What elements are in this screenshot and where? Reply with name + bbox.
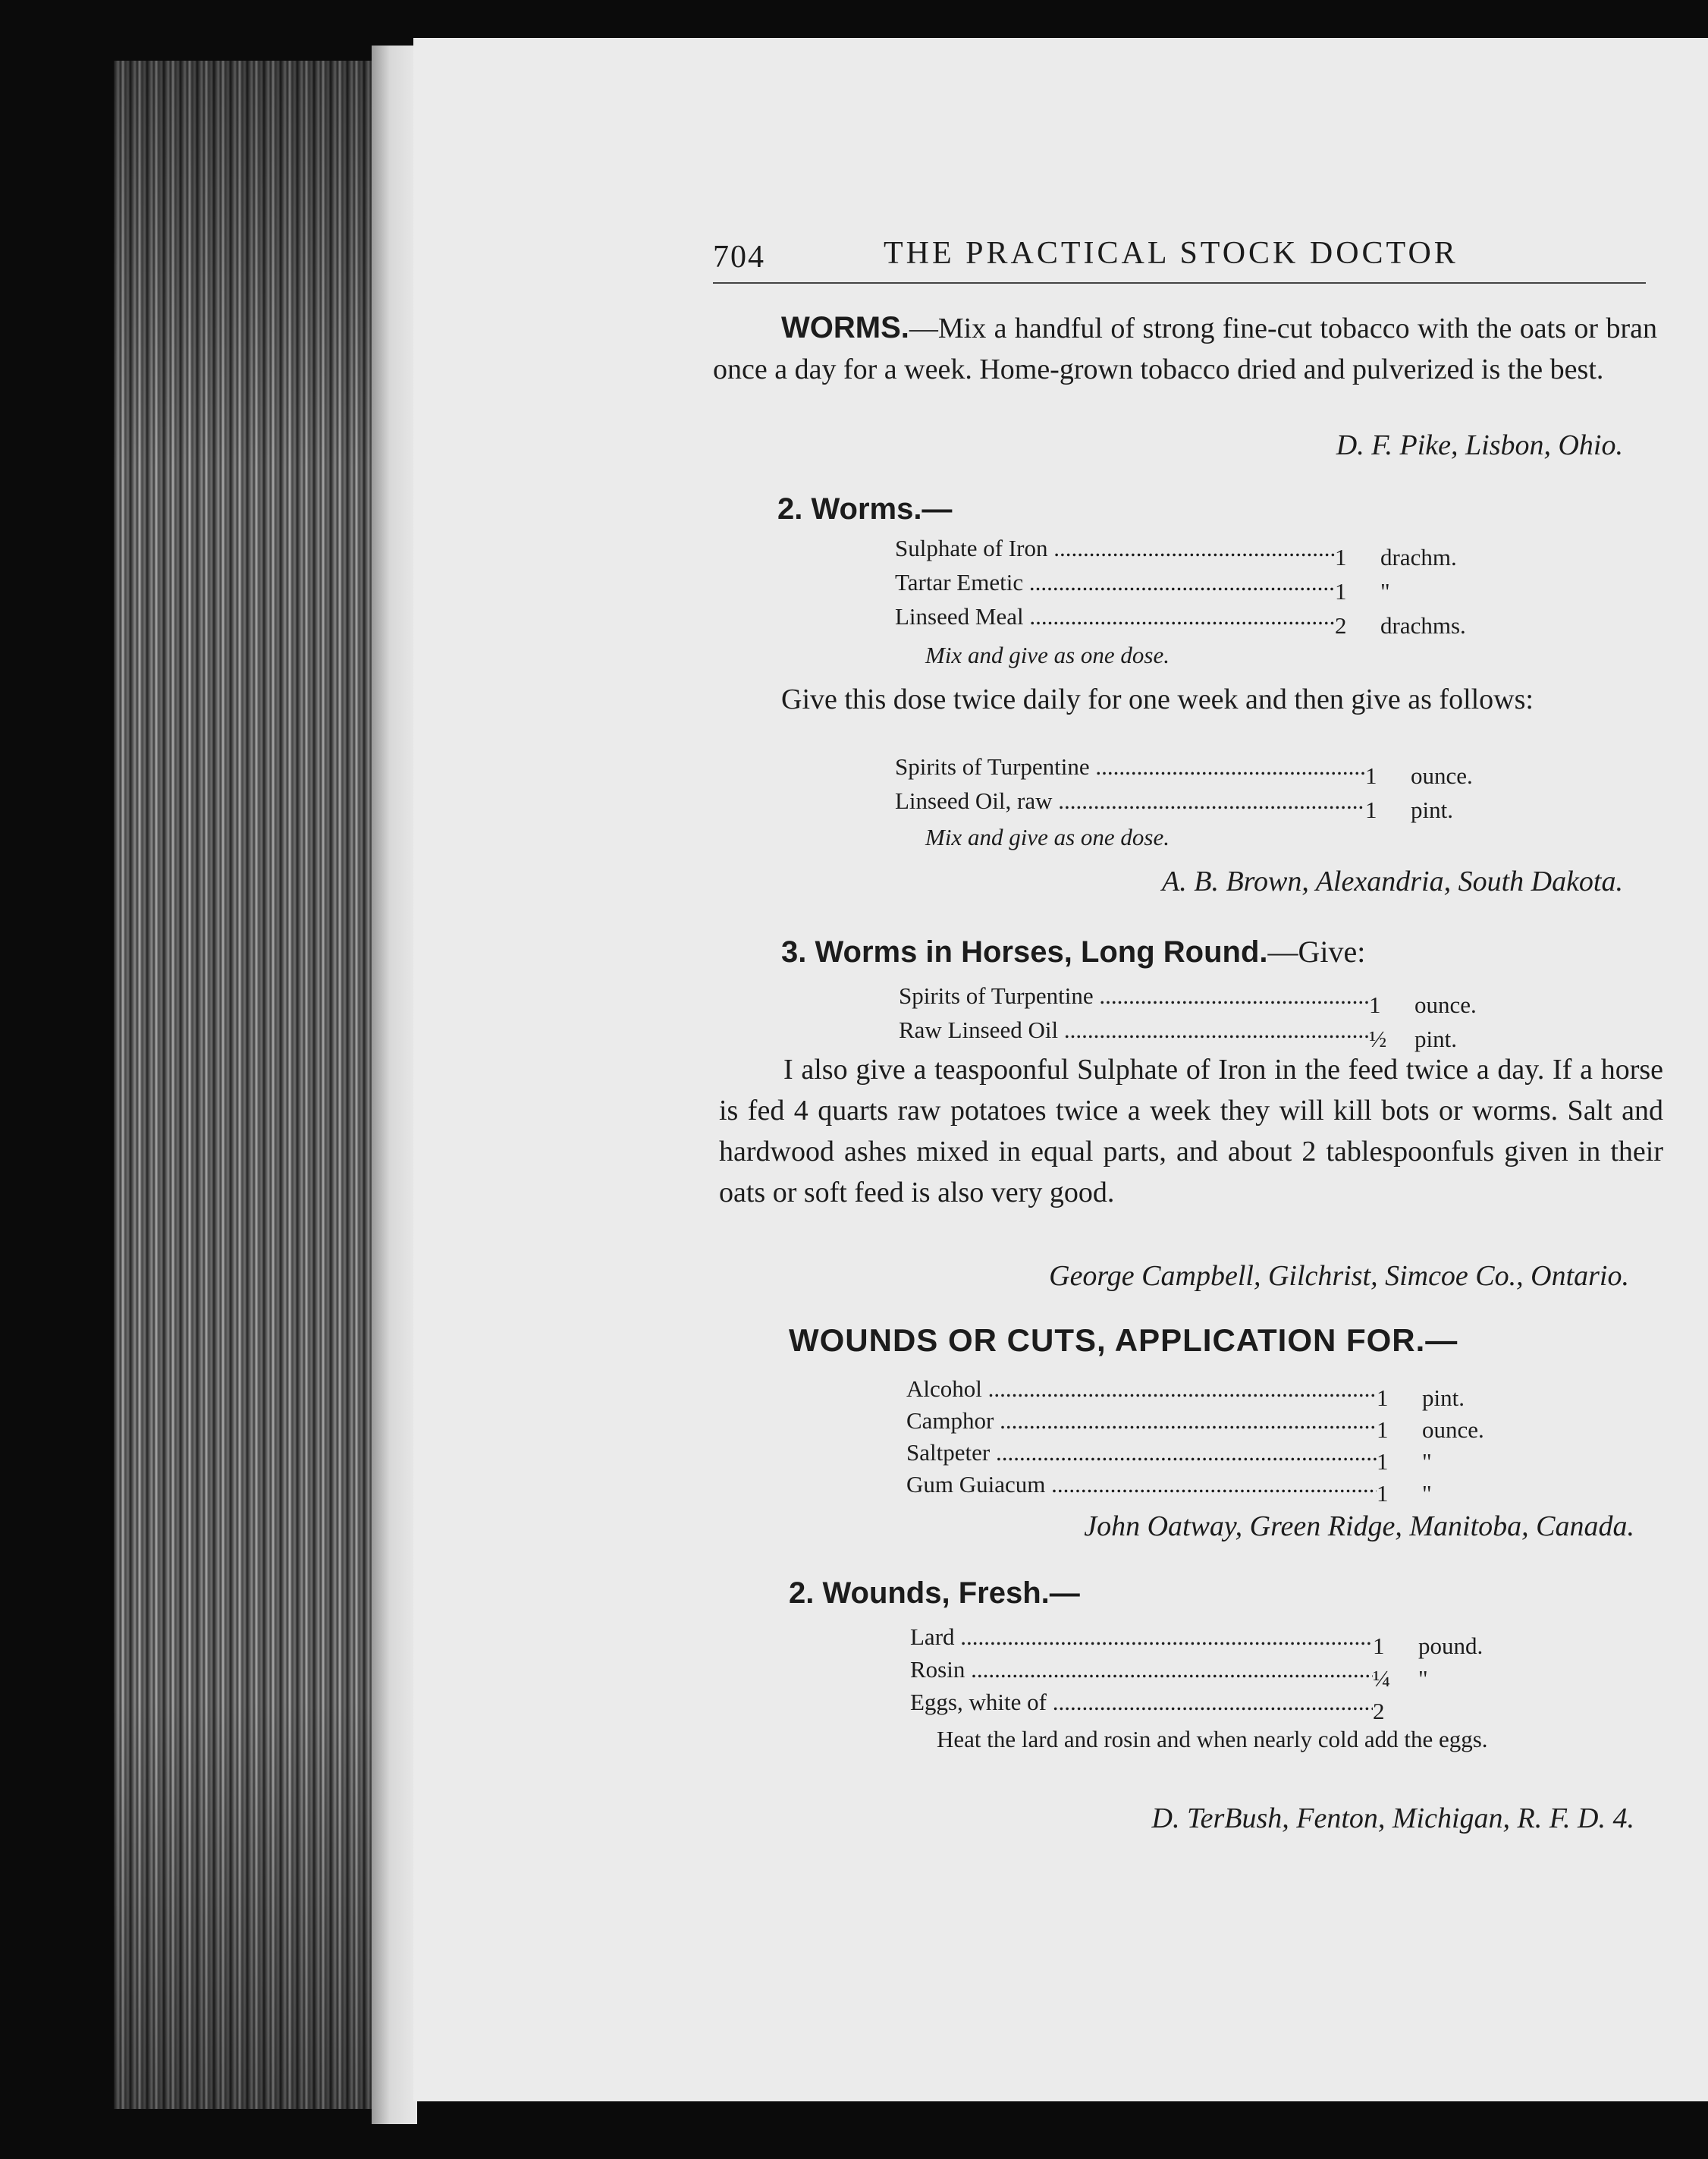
instruction: Heat the lard and rosin and when nearly cold add the eggs. bbox=[937, 1726, 1488, 1752]
instruction: Mix and give as one dose. bbox=[925, 824, 1170, 850]
entry-text: Give this dose twice daily for one week and then give as follows: bbox=[781, 684, 1534, 715]
header-rule bbox=[713, 282, 1646, 284]
entry-heading-line: 3. Worms in Horses, Long Round.—Give: bbox=[781, 935, 1366, 969]
signature: George Campbell, Gilchrist, Simcoe Co., Ontario. bbox=[1049, 1260, 1629, 1292]
signature: A. B. Brown, Alexandria, South Dakota. bbox=[1162, 866, 1623, 897]
ingredient-row: Spirits of Turpentine ..... 1 ounce. bbox=[895, 750, 1473, 793]
ingredient-row: Linseed Meal ..... 2 drachms. bbox=[895, 599, 1466, 643]
entry-worms bbox=[713, 307, 1657, 390]
entry-heading: 2. Worms.— bbox=[777, 492, 953, 526]
ingredient-row: Alcohol ..... 1 pint. bbox=[906, 1372, 1465, 1415]
entry-heading: 2. Wounds, Fresh.— bbox=[789, 1576, 1080, 1610]
ingredient-row: Gum Guiacum ..... 1 " bbox=[906, 1467, 1432, 1510]
signature: D. F. Pike, Lisbon, Ohio. bbox=[1336, 429, 1623, 461]
ingredient-row: Spirits of Turpentine ..... 1 ounce. bbox=[899, 979, 1477, 1022]
ingredient-row: Linseed Oil, raw ..... 1 pint. bbox=[895, 784, 1453, 827]
page-number: 704 bbox=[713, 240, 765, 275]
ingredient-row: Eggs, white of ..... 2 bbox=[910, 1685, 1418, 1728]
ingredient-row: Sulphate of Iron ..... 1 drachm. bbox=[895, 531, 1457, 574]
running-title: THE PRACTICAL STOCK DOCTOR bbox=[884, 236, 1458, 271]
ingredient-row: Camphor ..... 1 ounce. bbox=[906, 1403, 1484, 1447]
ingredient-row: Raw Linseed Oil ..... ½ pint. bbox=[899, 1013, 1457, 1056]
ingredient-row: Rosin ..... ¼ " bbox=[910, 1652, 1428, 1695]
book-fore-edge bbox=[114, 61, 375, 2109]
entry-text: —Mix a handful of strong fine-cut tobacco with the oats or bran once a day for a week. Home-grown tobacco dried and pulverized is the best. bbox=[713, 313, 1657, 385]
entry-heading: WOUNDS OR CUTS, APPLICATION FOR.— bbox=[789, 1322, 1458, 1358]
ingredient-row: Lard ..... 1 pound. bbox=[910, 1620, 1483, 1663]
ingredient-row: Saltpeter ..... 1 " bbox=[906, 1435, 1432, 1479]
signature: D. TerBush, Fenton, Michigan, R. F. D. 4. bbox=[1151, 1802, 1634, 1834]
entry-heading: WORMS. bbox=[781, 311, 909, 344]
page-gutter bbox=[372, 46, 417, 2124]
instruction: Mix and give as one dose. bbox=[925, 642, 1170, 668]
signature: John Oatway, Green Ridge, Manitoba, Canada. bbox=[1084, 1510, 1634, 1542]
ingredient-row: Tartar Emetic ..... 1 " bbox=[895, 565, 1390, 608]
entry-text: I also give a teaspoonful Sulphate of Iron in the feed twice a day. If a horse is fed 4 quarts raw potatoes twice a week they will kill bots or worms. Salt and hardwood ashes mixed in equal parts, and about 2 tablespoonfuls given in their oats or soft feed is also very good. bbox=[719, 1054, 1663, 1208]
